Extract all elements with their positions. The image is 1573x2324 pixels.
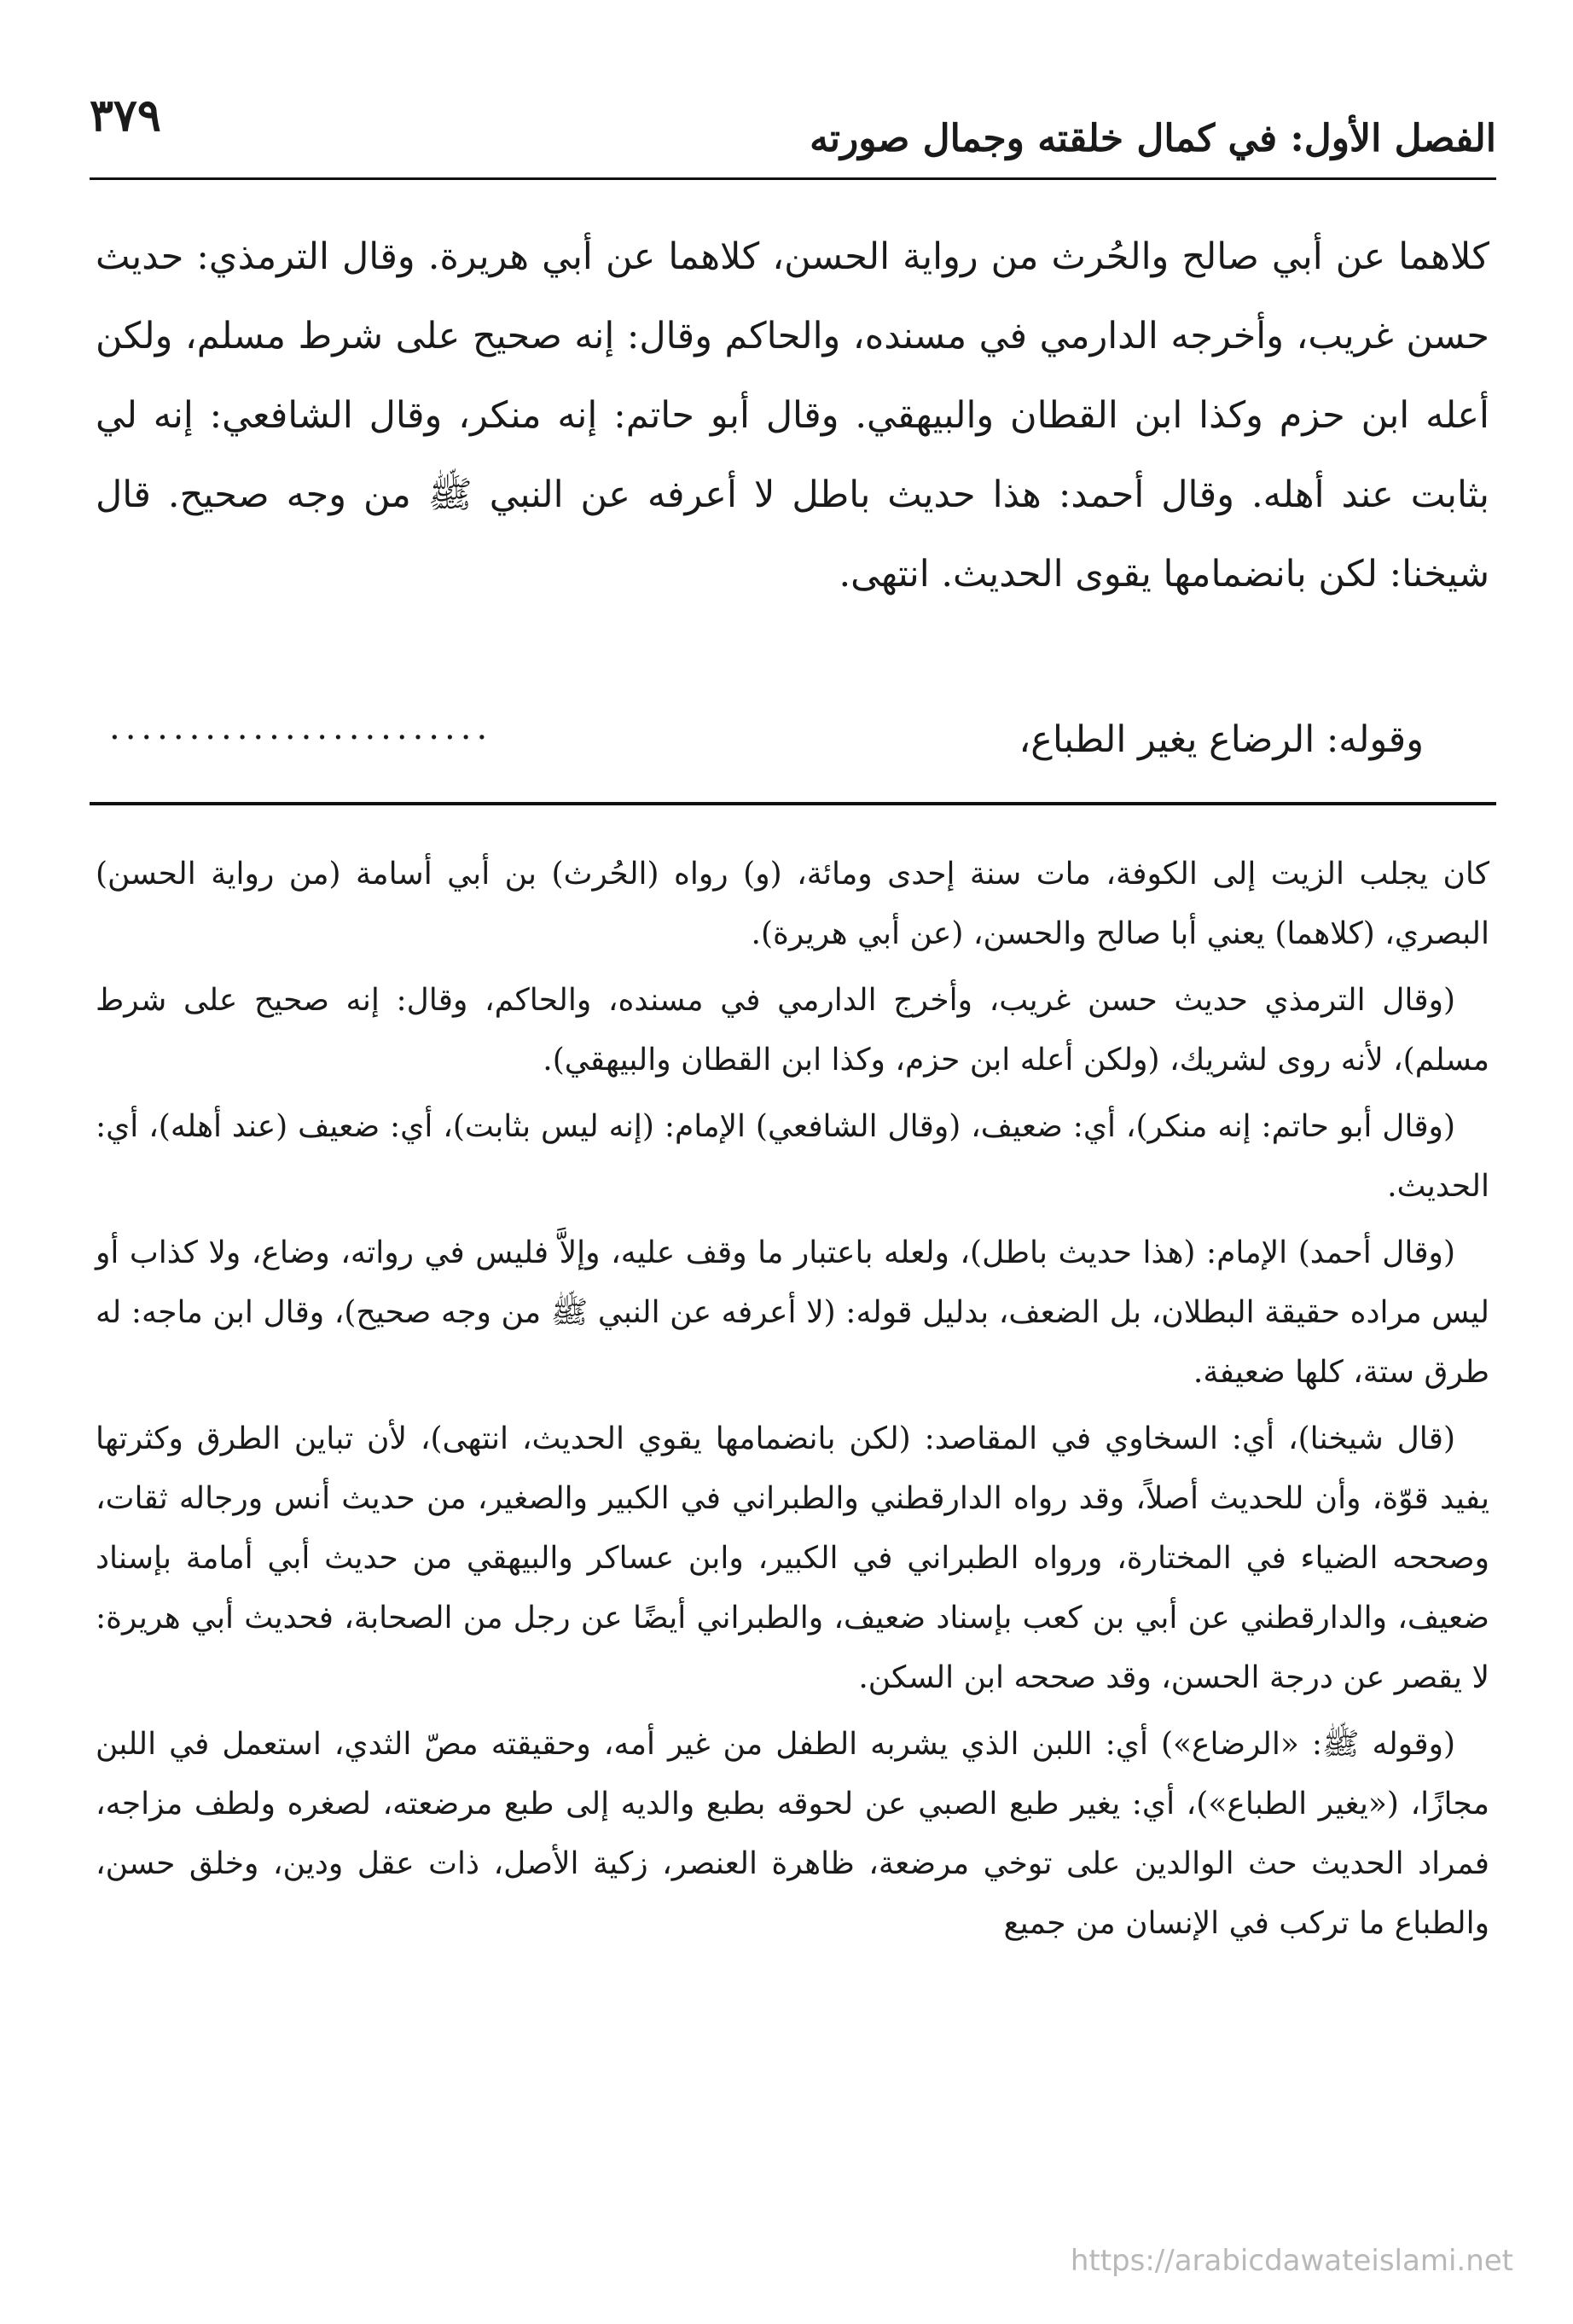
quoted-matn-line: وقوله: الرضاع يغير الطباع، — [1019, 718, 1424, 761]
commentary-paragraph: كان يجلب الزيت إلى الكوفة، مات سنة إحدى ومائة، (و) رواه (الحُرث) بن أبي أسامة (من رواية الحسن) البصري، (كلاهما) يعني أبا صالح والحسن، (عن أبي هريرة). — [96, 857, 1489, 951]
watermark-url: https://arabicdawateislami.net — [1070, 2244, 1513, 2278]
main-paragraph: كلاهما عن أبي صالح والحُرث من رواية الحسن، كلاهما عن أبي هريرة. وقال الترمذي: حديث حسن غريب، وأخرجه الدارمي في مسنده، والحاكم وقال: إنه صحيح على شرط مسلم، ولكن أعله ابن حزم وكذا ابن القطان والبيهقي. وقال أبو حاتم: إنه منكر، وقال الشافعي: إنه لي بثابت عند أهله. وقال أحمد: هذا حديث باطل لا أعرفه عن النبي ﷺ من وجه صحيح. قال شيخنا: لكن بانضمامها يقوى الحديث. انتهى. — [96, 235, 1489, 596]
header-rule — [90, 177, 1496, 180]
commentary-paragraph: (وقال أبو حاتم: إنه منكر)، أي: ضعيف، (وقال الشافعي) الإمام: (إنه ليس بثابت)، أي: ضعيف (عند أهله)، أي: الحديث. — [96, 1109, 1489, 1204]
commentary-paragraph: (وقال الترمذي حديث حسن غريب، وأخرج الدارمي في مسنده، والحاكم، وقال: إنه صحيح على شرط مسلم)، لأنه روى لشريك، (ولكن أعله ابن حزم، وكذا ابن القطان والبيهقي). — [96, 983, 1489, 1078]
commentary-paragraph: (قال شيخنا)، أي: السخاوي في المقاصد: (لكن بانضمامها يقوي الحديث، انتهى)، لأن تباين الطرق وكثرتها يفيد قوّة، وأن للحديث أصلاً، وقد رواه الدارقطني والطبراني في الكبير والصغير، من حديث أنس ورجاله ثقات، وصححه الضياء في المختارة، ورواه الطبراني في الكبير، وابن عساكر والبيهقي من حديث أبي أمامة بإسناد ضعيف، والدارقطني عن أبي بن كعب بإسناد ضعيف، والطبراني أيضًا عن رجل من الصحابة، فحديث أبي هريرة: لا يقصر عن درجة الحسن، وقد صححه ابن السكن. — [96, 1421, 1489, 1695]
page-number: ٣٧٩ — [90, 90, 161, 142]
dotted-leader: ........................ — [109, 708, 493, 747]
commentary — [96, 845, 1489, 1961]
section-separator — [90, 802, 1496, 805]
running-title: الفصل الأول: في كمال خلقته وجمال صورته — [810, 117, 1496, 160]
page-header — [90, 81, 1496, 175]
main-text — [96, 218, 1489, 614]
commentary-paragraph: (وقوله ﷺ: «الرضاع») أي: اللبن الذي يشربه الطفل من غير أمه، وحقيقته مصّ الثدي، استعمل في اللبن مجازًا، («يغير الطباع»)، أي: يغير طبع الصبي عن لحوقه بطبع والديه إلى طبع مرضعته، لصغره ولطف مزاجه، فمراد الحديث حث الوالدين على توخي مرضعة، ظاهرة العنصر، زكية الأصل، ذات عقل ودين، وخلق حسن، والطباع ما تركب في الإنسان من جميع — [96, 1727, 1489, 1941]
commentary-paragraph: (وقال أحمد) الإمام: (هذا حديث باطل)، ولعله باعتبار ما وقف عليه، وإلاَّ فليس في رواته، وضاع، ولا كذاب أو ليس مراده حقيقة البطلان، بل الضعف، بدليل قوله: (لا أعرفه عن النبي ﷺ من وجه صحيح)، وقال ابن ماجه: له طرق ستة، كلها ضعيفة. — [96, 1235, 1489, 1390]
